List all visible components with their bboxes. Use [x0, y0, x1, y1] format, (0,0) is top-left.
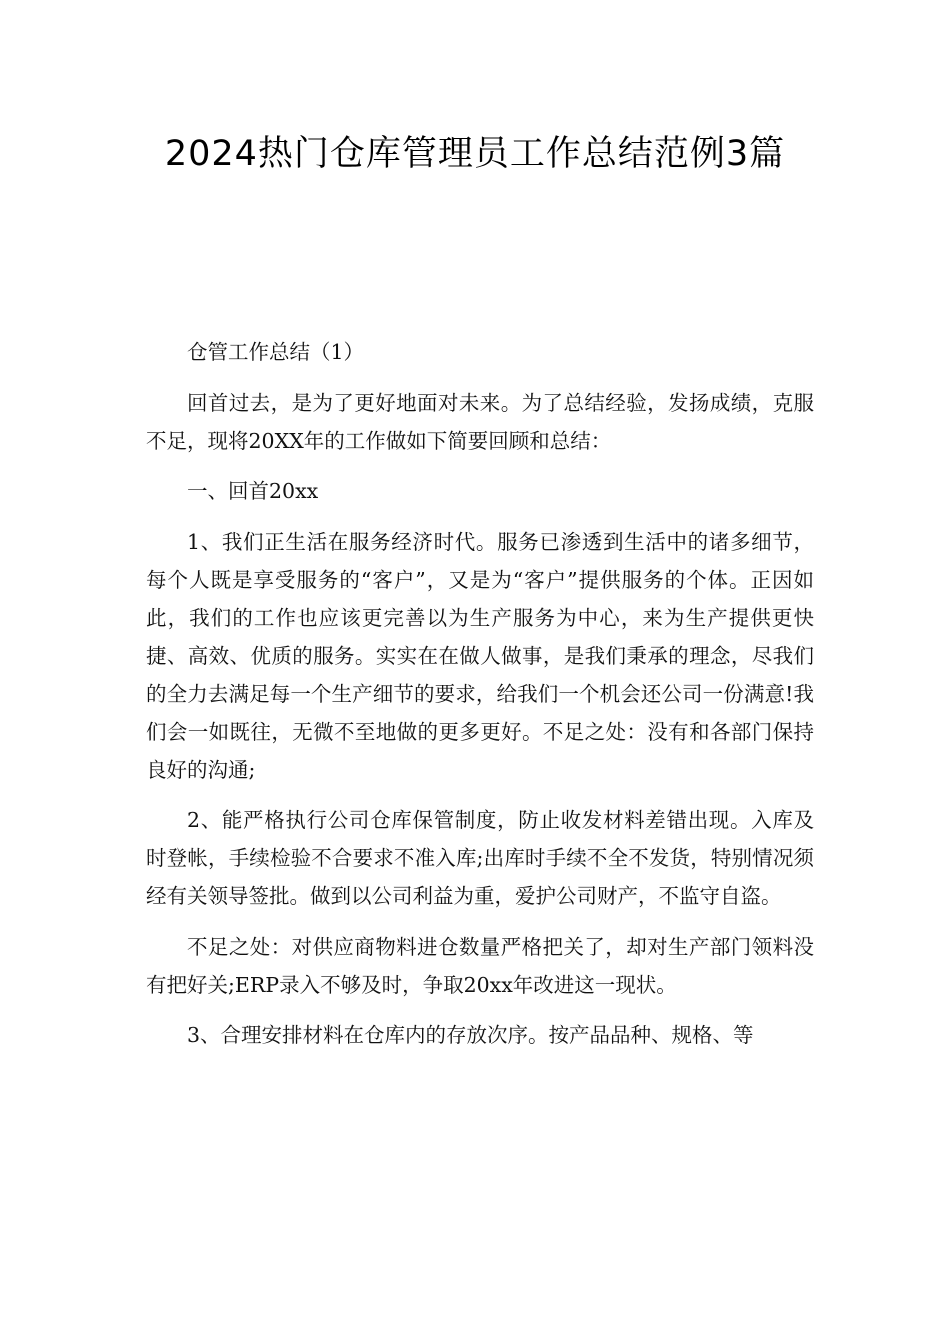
paragraph: 1、我们正生活在服务经济时代。服务已渗透到生活中的诸多细节，每个人既是享受服务的“客户”，又是为“客户”提供服务的个体。正因如此，我们的工作也应该更完善以为生产服务为中心，来为生产提供更快捷、高效、优质的服务。实实在在做人做事，是我们秉承的理念，尽我们的全力去满足每一个生产细节的要求，给我们一个机会还公司一份满意!我们会一如既往，无微不至地做的更多更好。不足之处：没有和各部门保持良好的沟通; [146, 529, 814, 782]
document-title: 2024热门仓库管理员工作总结范例3篇 [164, 134, 786, 174]
paragraph: 3、合理安排材料在仓库内的存放次序。按产品品种、规格、等 [187, 1023, 754, 1047]
paragraph: 不足之处：对供应商物料进仓数量严格把关了，却对生产部门领料没有把好关;ERP录入不够及时，争取20xx年改进这一现状。 [146, 934, 814, 997]
paragraph: 2、能严格执行公司仓库保管制度，防止收发材料差错出现。入库及时登帐，手续检验不合要求不准入库;出库时手续不全不发货，特别情况须经有关领导签批。做到以公司利益为重，爱护公司财产，不监守自盗。 [146, 808, 814, 908]
section-heading: 仓管工作总结（1） [187, 340, 365, 364]
subsection-heading: 一、回首20xx [187, 479, 319, 503]
paragraph: 回首过去，是为了更好地面对未来。为了总结经验，发扬成绩，克服不足，现将20XX年的工作做如下简要回顾和总结： [146, 390, 814, 453]
document-body [146, 333, 814, 1067]
